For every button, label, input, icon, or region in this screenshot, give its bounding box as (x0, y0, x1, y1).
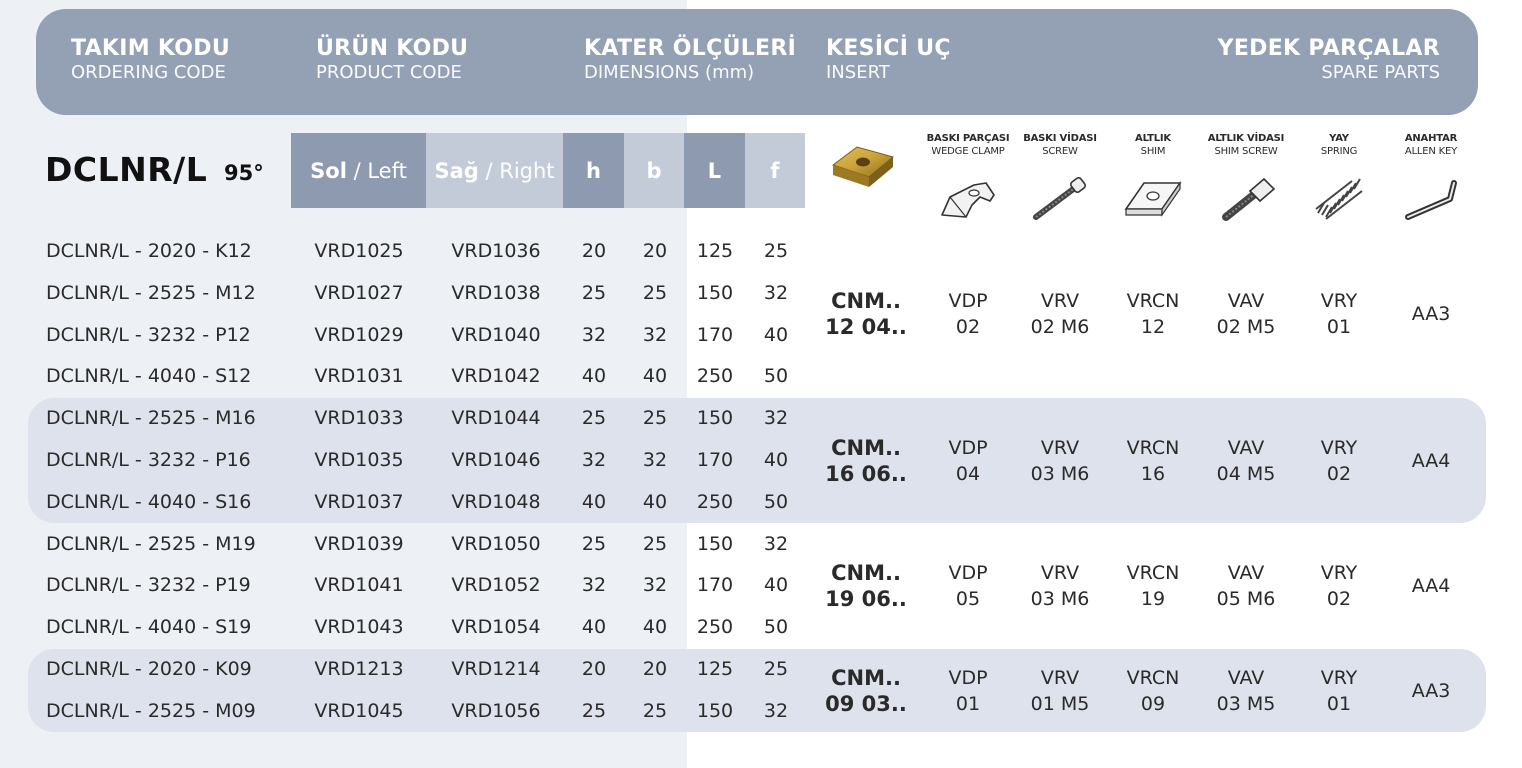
group-shim-screw-line: 02 M5 (1216, 316, 1276, 338)
cell-f: 50 (763, 365, 789, 387)
cell-h: 25 (581, 533, 607, 555)
cell-f: 32 (763, 407, 789, 429)
cell-L: 250 (696, 491, 734, 513)
cell-b: 32 (642, 574, 668, 596)
cell-left: VRD1039 (314, 533, 404, 555)
group-insert-line: CNM.. (831, 561, 901, 585)
group-shim-line: VRCN (1126, 290, 1180, 312)
screw-icon (1030, 175, 1090, 223)
wedge-clamp-icon (936, 175, 1000, 223)
col-head-b: b (624, 133, 684, 208)
cell-f: 50 (763, 491, 789, 513)
group-shim (1127, 560, 1180, 612)
group-shim-screw-line: VAV (1227, 290, 1265, 312)
group-shim-screw-line: 03 M5 (1216, 693, 1276, 715)
shim-icon (1122, 175, 1184, 223)
cell-L: 250 (696, 365, 734, 387)
group-insert-line: CNM.. (831, 666, 901, 690)
cell-h: 40 (581, 616, 607, 638)
group-shim-line: 09 (1140, 693, 1166, 715)
group-shim (1127, 665, 1180, 717)
cell-b: 25 (642, 533, 668, 555)
group-key: AA4 (1411, 575, 1451, 597)
cell-f: 40 (763, 324, 789, 346)
col-head-left: Sol / Left (291, 133, 426, 208)
group-insert-line: 19 06.. (825, 587, 907, 611)
group-clamp-line: 04 (955, 463, 981, 485)
group-insert-line: 16 06.. (825, 462, 907, 486)
cell-h: 20 (581, 658, 607, 680)
group-clamp-line: 02 (955, 316, 981, 338)
cell-b: 32 (642, 324, 668, 346)
shim-screw-icon (1220, 175, 1280, 223)
cell-code: DCLNR/L - 3232 - P16 (46, 449, 251, 471)
group-spring-line: VRY (1320, 667, 1358, 689)
group-screw (1031, 560, 1090, 612)
cell-h: 40 (581, 365, 607, 387)
group-shim-screw-line: 04 M5 (1216, 463, 1276, 485)
group-shim-line: VRCN (1126, 562, 1180, 584)
group-clamp (948, 288, 987, 340)
allen-key-icon (1402, 175, 1460, 223)
cell-L: 170 (696, 449, 734, 471)
group-clamp-line: 05 (955, 588, 981, 610)
spare-head-screw: BASKI VİDASI SCREW (1023, 133, 1097, 157)
group-screw (1031, 435, 1090, 487)
cell-f: 25 (763, 658, 789, 680)
cell-left: VRD1035 (314, 449, 404, 471)
cell-L: 150 (696, 700, 734, 722)
tool-name: DCLNR/L (45, 150, 208, 189)
group-shim-screw-line: VAV (1227, 437, 1265, 459)
cell-left: VRD1033 (314, 407, 404, 429)
group-insert-line: 09 03.. (825, 692, 907, 716)
cell-f: 32 (763, 533, 789, 555)
cell-code: DCLNR/L - 2525 - M19 (46, 533, 256, 555)
cell-right: VRD1036 (451, 240, 541, 262)
cell-b: 25 (642, 700, 668, 722)
group-screw (1031, 288, 1090, 340)
spare-head-spring: YAY SPRING (1320, 133, 1358, 157)
cell-right: VRD1046 (451, 449, 541, 471)
group-spring (1321, 560, 1358, 612)
cell-right: VRD1214 (451, 658, 541, 680)
cell-left: VRD1045 (314, 700, 404, 722)
cell-h: 20 (581, 240, 607, 262)
group-clamp-line: 01 (955, 693, 981, 715)
cell-L: 150 (696, 533, 734, 555)
group-shim-screw-line: 05 M6 (1216, 588, 1276, 610)
group-shim-line: VRCN (1126, 437, 1180, 459)
group-shim-screw-line: VAV (1227, 562, 1265, 584)
group-clamp (948, 560, 987, 612)
header-product-code: ÜRÜN KODU PRODUCT CODE (316, 36, 469, 83)
col-head-f: f (745, 133, 805, 208)
cell-b: 40 (642, 365, 668, 387)
group-shim-screw (1217, 435, 1276, 487)
cell-b: 32 (642, 449, 668, 471)
cell-h: 25 (581, 282, 607, 304)
cell-code: DCLNR/L - 4040 - S19 (46, 616, 252, 638)
group-spring (1321, 435, 1358, 487)
cell-L: 170 (696, 324, 734, 346)
cell-left: VRD1213 (314, 658, 404, 680)
cell-h: 25 (581, 407, 607, 429)
cell-L: 170 (696, 574, 734, 596)
cell-code: DCLNR/L - 3232 - P19 (46, 574, 251, 596)
group-screw-line: 03 M6 (1030, 463, 1090, 485)
group-screw-line: VRV (1040, 667, 1080, 689)
group-clamp (948, 665, 987, 717)
group-screw-line: VRV (1040, 562, 1080, 584)
group-shim-screw (1217, 288, 1276, 340)
group-screw (1031, 665, 1090, 717)
cell-h: 25 (581, 700, 607, 722)
cell-f: 50 (763, 616, 789, 638)
group-shim-line: 19 (1140, 588, 1166, 610)
cell-L: 150 (696, 407, 734, 429)
cell-f: 40 (763, 574, 789, 596)
cell-f: 32 (763, 700, 789, 722)
spare-head-shim-screw: ALTLIK VİDASI SHIM SCREW (1207, 133, 1285, 157)
cell-code: DCLNR/L - 2020 - K09 (46, 658, 252, 680)
group-insert-line: CNM.. (831, 289, 901, 313)
group-key: AA4 (1411, 450, 1451, 472)
cell-f: 25 (763, 240, 789, 262)
group-clamp (948, 435, 987, 487)
group-shim-line: 12 (1140, 316, 1166, 338)
cell-b: 25 (642, 407, 668, 429)
spare-head-key: ANAHTAR ALLEN KEY (1404, 133, 1458, 157)
cell-code: DCLNR/L - 4040 - S16 (46, 491, 252, 513)
header-insert: KESİCİ UÇ INSERT (826, 36, 951, 83)
insert-icon (829, 143, 897, 197)
group-key: AA3 (1411, 680, 1451, 702)
cell-code: DCLNR/L - 2020 - K12 (46, 240, 252, 262)
group-screw-line: 02 M6 (1030, 316, 1090, 338)
cell-h: 32 (581, 324, 607, 346)
group-spring-line: 02 (1326, 463, 1352, 485)
cell-left: VRD1031 (314, 365, 404, 387)
cell-right: VRD1044 (451, 407, 541, 429)
group-spring-line: 01 (1326, 693, 1352, 715)
group-shim-screw-line: VAV (1227, 667, 1265, 689)
cell-f: 32 (763, 282, 789, 304)
spare-head-clamp: BASKI PARÇASI WEDGE CLAMP (926, 133, 1010, 157)
group-shim (1127, 288, 1180, 340)
cell-b: 40 (642, 616, 668, 638)
group-shim (1127, 435, 1180, 487)
cell-right: VRD1050 (451, 533, 541, 555)
group-insert-line: 12 04.. (825, 315, 907, 339)
cell-left: VRD1043 (314, 616, 404, 638)
group-shim-screw (1217, 665, 1276, 717)
group-shim-screw (1217, 560, 1276, 612)
group-spring-line: VRY (1320, 437, 1358, 459)
group-shim-line: VRCN (1126, 667, 1180, 689)
cell-right: VRD1054 (451, 616, 541, 638)
col-head-right: Sağ / Right (426, 133, 563, 208)
cell-h: 32 (581, 449, 607, 471)
group-spring-line: 02 (1326, 588, 1352, 610)
cell-b: 20 (642, 658, 668, 680)
cell-right: VRD1038 (451, 282, 541, 304)
group-clamp-line: VDP (948, 290, 988, 312)
cell-h: 32 (581, 574, 607, 596)
group-clamp-line: VDP (948, 667, 988, 689)
group-insert (825, 665, 907, 717)
cell-code: DCLNR/L - 3232 - P12 (46, 324, 251, 346)
group-insert (825, 435, 907, 487)
group-insert-line: CNM.. (831, 436, 901, 460)
group-shim-line: 16 (1140, 463, 1166, 485)
group-screw-line: VRV (1040, 437, 1080, 459)
group-screw-line: VRV (1040, 290, 1080, 312)
cell-left: VRD1037 (314, 491, 404, 513)
group-screw-line: 03 M6 (1030, 588, 1090, 610)
group-spring-line: VRY (1320, 562, 1358, 584)
header-ordering-code: TAKIM KODU ORDERING CODE (71, 36, 230, 83)
cell-code: DCLNR/L - 2525 - M12 (46, 282, 256, 304)
group-key: AA3 (1411, 303, 1451, 325)
spare-head-shim: ALTLIK SHIM (1135, 133, 1171, 157)
cell-L: 150 (696, 282, 734, 304)
group-clamp-line: VDP (948, 437, 988, 459)
cell-right: VRD1048 (451, 491, 541, 513)
cell-f: 40 (763, 449, 789, 471)
tool-angle: 95° (224, 161, 264, 185)
group-spring (1321, 288, 1358, 340)
spring-icon (1312, 175, 1368, 223)
cell-right: VRD1056 (451, 700, 541, 722)
cell-left: VRD1027 (314, 282, 404, 304)
cell-L: 125 (696, 658, 734, 680)
table-header (36, 9, 1478, 115)
cell-L: 125 (696, 240, 734, 262)
cell-code: DCLNR/L - 4040 - S12 (46, 365, 252, 387)
cell-right: VRD1040 (451, 324, 541, 346)
header-spare-parts: YEDEK PARÇALAR SPARE PARTS (1217, 36, 1440, 83)
header-dimensions: KATER ÖLÇÜLERİ DIMENSIONS (mm) (584, 36, 797, 83)
cell-code: DCLNR/L - 2525 - M16 (46, 407, 256, 429)
cell-b: 40 (642, 491, 668, 513)
group-spring-line: 01 (1326, 316, 1352, 338)
cell-b: 20 (642, 240, 668, 262)
cell-right: VRD1052 (451, 574, 541, 596)
group-insert (825, 288, 907, 340)
group-spring-line: VRY (1320, 290, 1358, 312)
cell-right: VRD1042 (451, 365, 541, 387)
group-screw-line: 01 M5 (1030, 693, 1090, 715)
cell-left: VRD1041 (314, 574, 404, 596)
cell-b: 25 (642, 282, 668, 304)
cell-L: 250 (696, 616, 734, 638)
col-head-h: h (563, 133, 624, 208)
cell-h: 40 (581, 491, 607, 513)
cell-code: DCLNR/L - 2525 - M09 (46, 700, 256, 722)
group-insert (825, 560, 907, 612)
col-head-L: L (684, 133, 745, 208)
group-spring (1321, 665, 1358, 717)
group-clamp-line: VDP (948, 562, 988, 584)
cell-left: VRD1025 (314, 240, 404, 262)
cell-left: VRD1029 (314, 324, 404, 346)
